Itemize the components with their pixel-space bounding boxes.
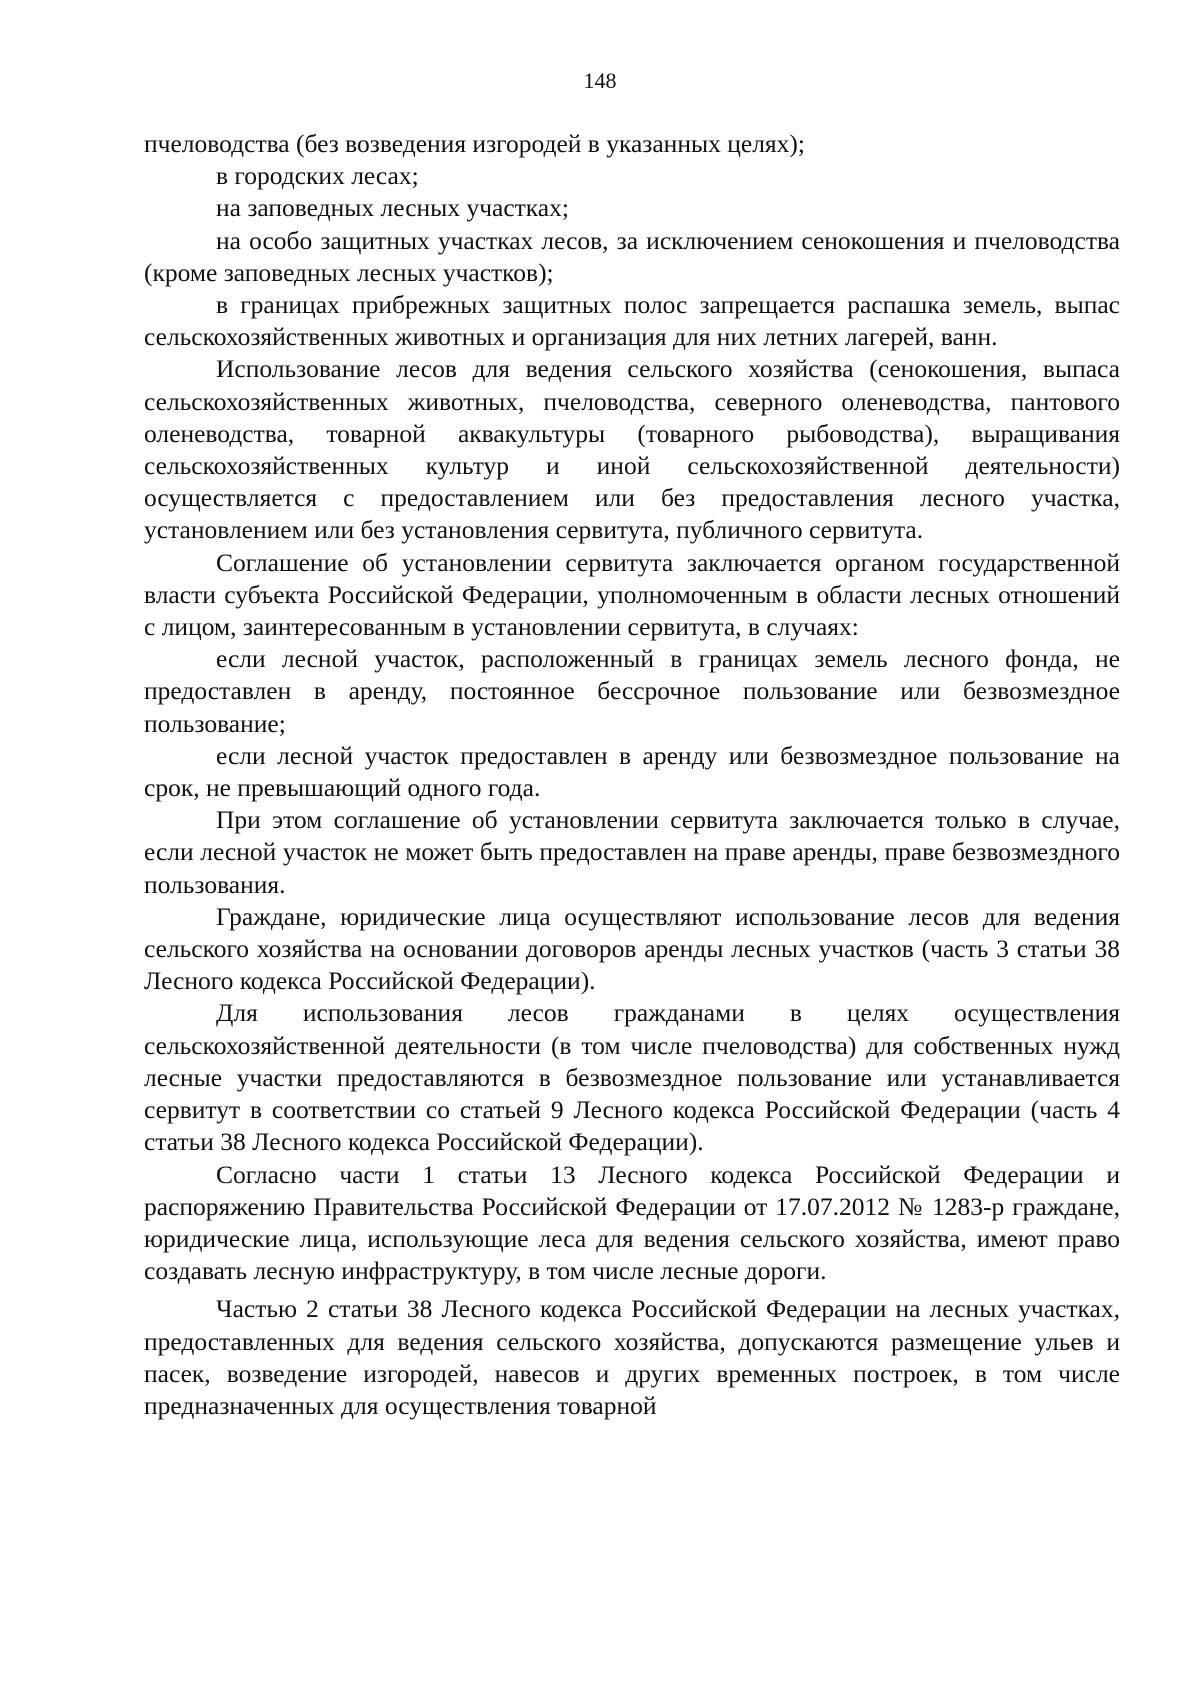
paragraph: Для использования лесов гражданами в целях осуществления сельскохозяйственной деятельности (в том числе пчеловодства) для собственных нужд лесные участки предоставляются в безвозмездное пользование или устанавливается сервитут в соответствии со статьей 9 Лесного кодекса Российской Федерации (часть 4 статьи 38 Лесного кодекса Российской Федерации). xyxy=(144,998,1120,1157)
page-number: 148 xyxy=(583,68,617,93)
paragraph: пчеловодства (без возведения изгородей в указанных целях); xyxy=(144,129,805,158)
paragraph: Граждане, юридические лица осуществляют использование лесов для ведения сельского хозяйства на основании договоров аренды лесных участков (часть 3 статьи 38 Лесного кодекса Российской Федерации). xyxy=(144,901,1120,996)
paragraph: если лесной участок предоставлен в аренду или безвозмездное пользование на срок, не превышающий одного года. xyxy=(144,740,1120,803)
paragraph: если лесной участок, расположенный в границах земель лесного фонда, не предоставлен в аренду, постоянное бессрочное пользование или безвозмездное пользование; xyxy=(144,644,1120,738)
paragraph: Согласно части 1 статьи 13 Лесного кодекса Российской Федерации и распоряжению Правительства Российской Федерации от 17.07.2012 № 1283-р граждане, юридические лица, использующие леса для ведения сельского хозяйства, имеют право создавать лесную инфраструктуру, в том числе лесные дороги. xyxy=(144,1159,1120,1286)
paragraph: Использование лесов для ведения сельского хозяйства (сенокошения, выпаса сельскохозяйственных животных, пчеловодства, северного оленеводства, пантового оленеводства, товарной аквакультуры (товарного рыбоводства), выращивания сельскохозяйственных культур и иной сельскохозяйственной деятельности) осуществляется с предоставлением или без предоставления лесного участка, установлением или без установления сервитута, публичного сервитута. xyxy=(144,354,1120,545)
paragraph: При этом соглашение об установлении сервитута заключается только в случае, если лесной участок не может быть предоставлен на праве аренды, праве безвозмездного пользования. xyxy=(144,805,1120,899)
paragraph: на заповедных лесных участках; xyxy=(216,193,569,223)
paragraph: Частью 2 статьи 38 Лесного кодекса Российской Федерации на лесных участках, предоставленных для ведения сельского хозяйства, допускаются размещение ульев и пасек, возведение изгородей, навесов и других временных построек, в том числе предназначенных для осуществления товарной xyxy=(144,1294,1120,1420)
paragraph: в городских лесах; xyxy=(216,161,419,191)
paragraph: в границах прибрежных защитных полос запрещается распашка земель, выпас сельскохозяйственных животных и организация для них летних лагерей, ванн. xyxy=(144,290,1120,352)
paragraph: на особо защитных участках лесов, за исключением сенокошения и пчеловодства (кроме заповедных лесных участков); xyxy=(144,225,1120,287)
document-body xyxy=(144,128,1120,1422)
paragraph: Соглашение об установлении сервитута заключается органом государственной власти субъекта Российской Федерации, уполномоченным в области лесных отношений с лицом, заинтересованным в установлении сервитута, в случаях: xyxy=(144,547,1120,642)
